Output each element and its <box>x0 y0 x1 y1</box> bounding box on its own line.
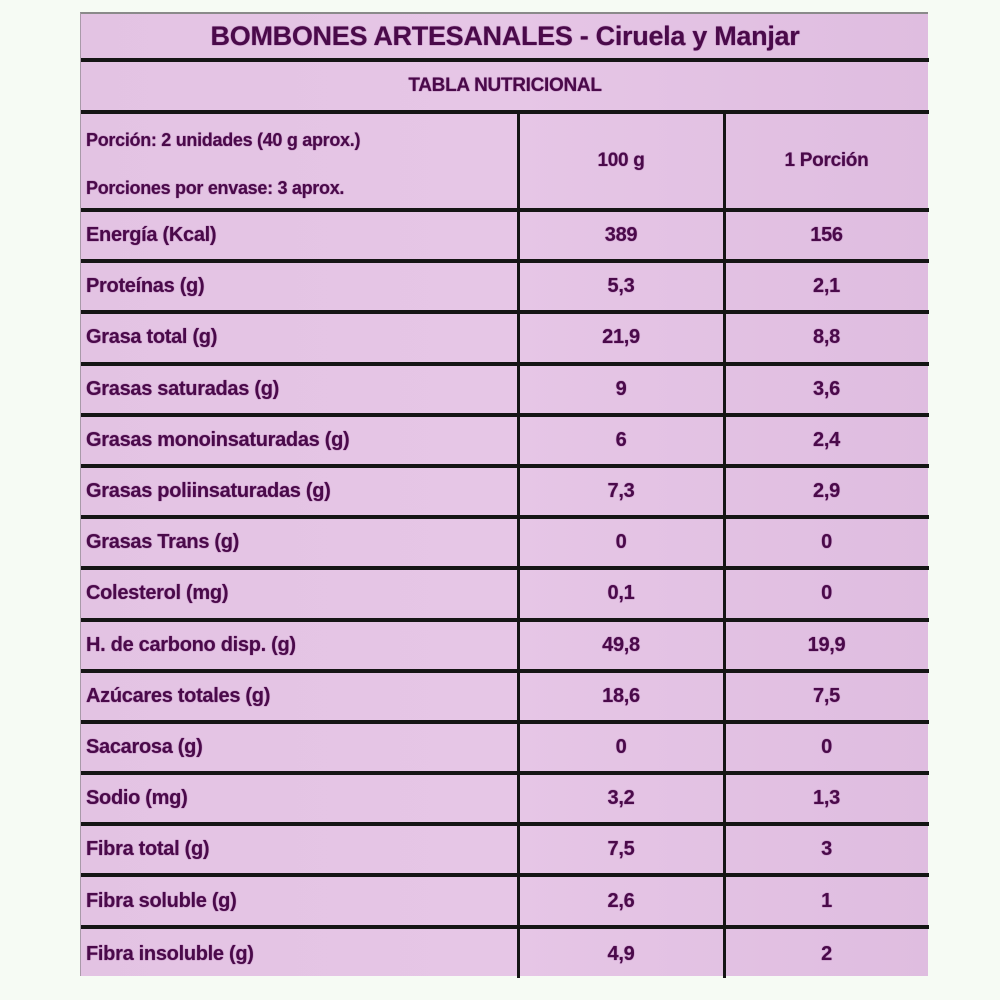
value-per-portion: 0 <box>821 582 832 605</box>
nutrient-label: Proteínas (g) <box>86 275 205 298</box>
value-per-portion: 156 <box>810 224 843 247</box>
value-per-portion: 0 <box>821 735 832 758</box>
value-per-portion: 3,6 <box>813 377 840 400</box>
table-row <box>81 519 929 570</box>
table-row <box>81 417 929 468</box>
table-header <box>81 114 929 212</box>
value-per-100g: 49,8 <box>602 633 640 656</box>
value-per-100g: 9 <box>615 377 627 400</box>
value-per-100g: 7,5 <box>607 838 635 861</box>
serving-info <box>86 114 516 208</box>
table-row <box>81 212 929 263</box>
nutrient-label: Grasas monoinsaturadas (g) <box>86 428 350 451</box>
value-per-100g: 389 <box>604 224 638 247</box>
nutrient-label: Grasas saturadas (g) <box>86 377 279 400</box>
value-per-portion: 2,9 <box>813 480 840 503</box>
table-row <box>81 314 929 365</box>
value-per-portion: 2,1 <box>813 275 840 298</box>
value-per-portion: 2 <box>821 942 832 965</box>
value-per-portion: 0 <box>821 531 832 554</box>
value-per-100g: 21,9 <box>602 326 640 349</box>
serving-size: Porción: 2 unidades (40 g aprox.) <box>86 130 361 150</box>
nutrient-rows <box>81 212 929 980</box>
table-row <box>81 468 929 519</box>
product-title: BOMBONES ARTESANALES - Ciruela y Manjar <box>81 14 929 62</box>
nutrient-label: Azúcares totales (g) <box>86 684 271 707</box>
table-row <box>81 775 929 826</box>
value-per-100g: 4,9 <box>607 942 635 965</box>
table-row <box>81 877 929 928</box>
value-per-portion: 3 <box>821 838 832 861</box>
nutrient-label: Grasa total (g) <box>86 326 218 349</box>
value-per-portion: 7,5 <box>813 684 840 707</box>
table-row <box>81 724 929 775</box>
nutrient-label: Colesterol (mg) <box>86 582 229 605</box>
table-row <box>81 929 929 980</box>
nutrient-label: Fibra insoluble (g) <box>86 942 254 965</box>
value-per-portion: 1 <box>821 889 832 912</box>
table-row <box>81 673 929 724</box>
value-per-100g: 0 <box>615 531 627 554</box>
value-per-100g: 2,6 <box>607 889 635 912</box>
table-row <box>81 263 929 314</box>
value-per-portion: 8,8 <box>813 326 840 349</box>
nutrient-label: Sacarosa (g) <box>86 735 203 758</box>
nutrition-table <box>80 12 928 976</box>
nutrient-label: Fibra total (g) <box>86 838 210 861</box>
value-per-100g: 18,6 <box>602 684 640 707</box>
table-row <box>81 570 929 621</box>
value-per-portion: 2,4 <box>813 428 840 451</box>
value-per-portion: 19,9 <box>807 633 846 656</box>
value-per-portion: 1,3 <box>813 787 840 810</box>
nutrient-label: Grasas Trans (g) <box>86 531 240 554</box>
value-per-100g: 5,3 <box>607 275 635 298</box>
nutrient-label: Sodio (mg) <box>86 787 188 810</box>
value-per-100g: 6 <box>615 428 627 451</box>
value-per-100g: 0 <box>615 735 627 758</box>
table-row <box>81 826 929 877</box>
nutrient-label: Fibra soluble (g) <box>86 889 237 912</box>
nutrient-label: H. de carbono disp. (g) <box>86 633 296 656</box>
value-per-100g: 3,2 <box>607 787 635 810</box>
column-header-portion: 1 Porción <box>784 150 869 171</box>
table-subtitle: TABLA NUTRICIONAL <box>81 62 929 114</box>
nutrient-label: Energía (Kcal) <box>86 224 217 247</box>
servings-per-pack: Porciones por envase: 3 aprox. <box>86 178 345 198</box>
column-header-100g: 100 g <box>597 150 645 171</box>
table-row <box>81 366 929 417</box>
table-row <box>81 622 929 673</box>
value-per-100g: 7,3 <box>607 480 635 503</box>
nutrient-label: Grasas poliinsaturadas (g) <box>86 480 331 503</box>
value-per-100g: 0,1 <box>607 582 635 605</box>
